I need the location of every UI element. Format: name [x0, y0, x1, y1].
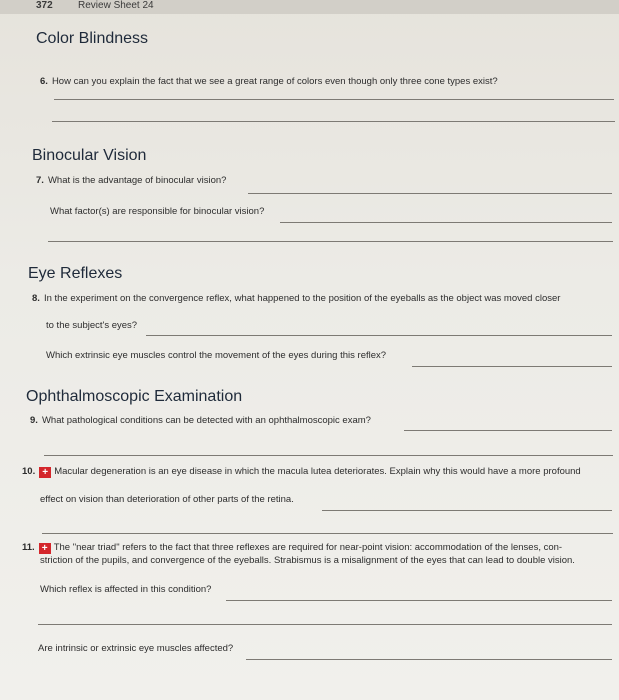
section-ophthalmoscopic-examination: Ophthalmoscopic Examination	[26, 388, 243, 405]
question-11b: striction of the pupils, and convergence of the eyeballs. Strabismus is a misalignment of the eyes that can lead to double vision.	[40, 555, 575, 566]
question-9	[30, 415, 371, 426]
answer-line[interactable]	[248, 193, 612, 194]
question-text: What is the advantage of binocular vision?	[47, 175, 227, 186]
answer-line[interactable]	[280, 222, 612, 223]
answer-line[interactable]	[38, 624, 612, 625]
sheet-title: Review Sheet 24	[78, 0, 154, 11]
section-color-blindness: Color Blindness	[36, 30, 149, 47]
question-text: What pathological conditions can be detected with an ophthalmoscopic exam?	[41, 415, 371, 426]
question-text: The "near triad" refers to the fact that three reflexes are required for near-point vision: accommodation of the lenses, con-	[53, 542, 563, 553]
section-binocular-vision: Binocular Vision	[32, 147, 147, 164]
question-8	[32, 293, 560, 304]
answer-line[interactable]	[42, 533, 613, 534]
answer-line[interactable]	[54, 99, 614, 100]
question-number: 7.	[36, 175, 44, 186]
question-number: 6.	[40, 76, 48, 87]
question-10b: effect on vision than deterioration of other parts of the retina.	[40, 494, 294, 505]
question-number: 8.	[32, 293, 40, 304]
answer-line[interactable]	[52, 121, 615, 122]
answer-line[interactable]	[412, 366, 612, 367]
question-text: Macular degeneration is an eye disease in which the macula lutea deteriorates. Explain why this would have a more profound	[54, 466, 581, 477]
answer-line[interactable]	[44, 455, 613, 456]
page-number: 372	[36, 0, 53, 11]
question-7b: What factor(s) are responsible for binocular vision?	[50, 206, 265, 217]
question-11d: Are intrinsic or extrinsic eye muscles affected?	[38, 643, 234, 654]
section-eye-reflexes: Eye Reflexes	[28, 265, 123, 282]
question-8b: to the subject's eyes?	[46, 320, 138, 331]
question-11c: Which reflex is affected in this condition?	[40, 584, 212, 595]
plus-icon: +	[39, 467, 51, 478]
answer-line[interactable]	[146, 335, 612, 336]
question-6	[40, 76, 498, 87]
question-number: 10.	[22, 466, 36, 477]
answer-line[interactable]	[404, 430, 612, 431]
question-7	[36, 175, 226, 186]
question-10	[22, 466, 581, 478]
answer-line[interactable]	[226, 600, 612, 601]
page-header	[0, 0, 619, 14]
answer-line[interactable]	[246, 659, 612, 660]
question-number: 9.	[30, 415, 38, 426]
plus-icon: +	[39, 543, 51, 554]
question-8c: Which extrinsic eye muscles control the movement of the eyes during this reflex?	[46, 350, 387, 361]
answer-line[interactable]	[48, 241, 613, 242]
question-text: In the experiment on the convergence reflex, what happened to the position of the eyeballs as the object was moved closer	[43, 293, 561, 304]
question-text: How can you explain the fact that we see a great range of colors even though only three cone types exist?	[51, 76, 498, 87]
question-number: 11.	[22, 542, 35, 553]
question-11	[22, 542, 562, 554]
answer-line[interactable]	[322, 510, 612, 511]
